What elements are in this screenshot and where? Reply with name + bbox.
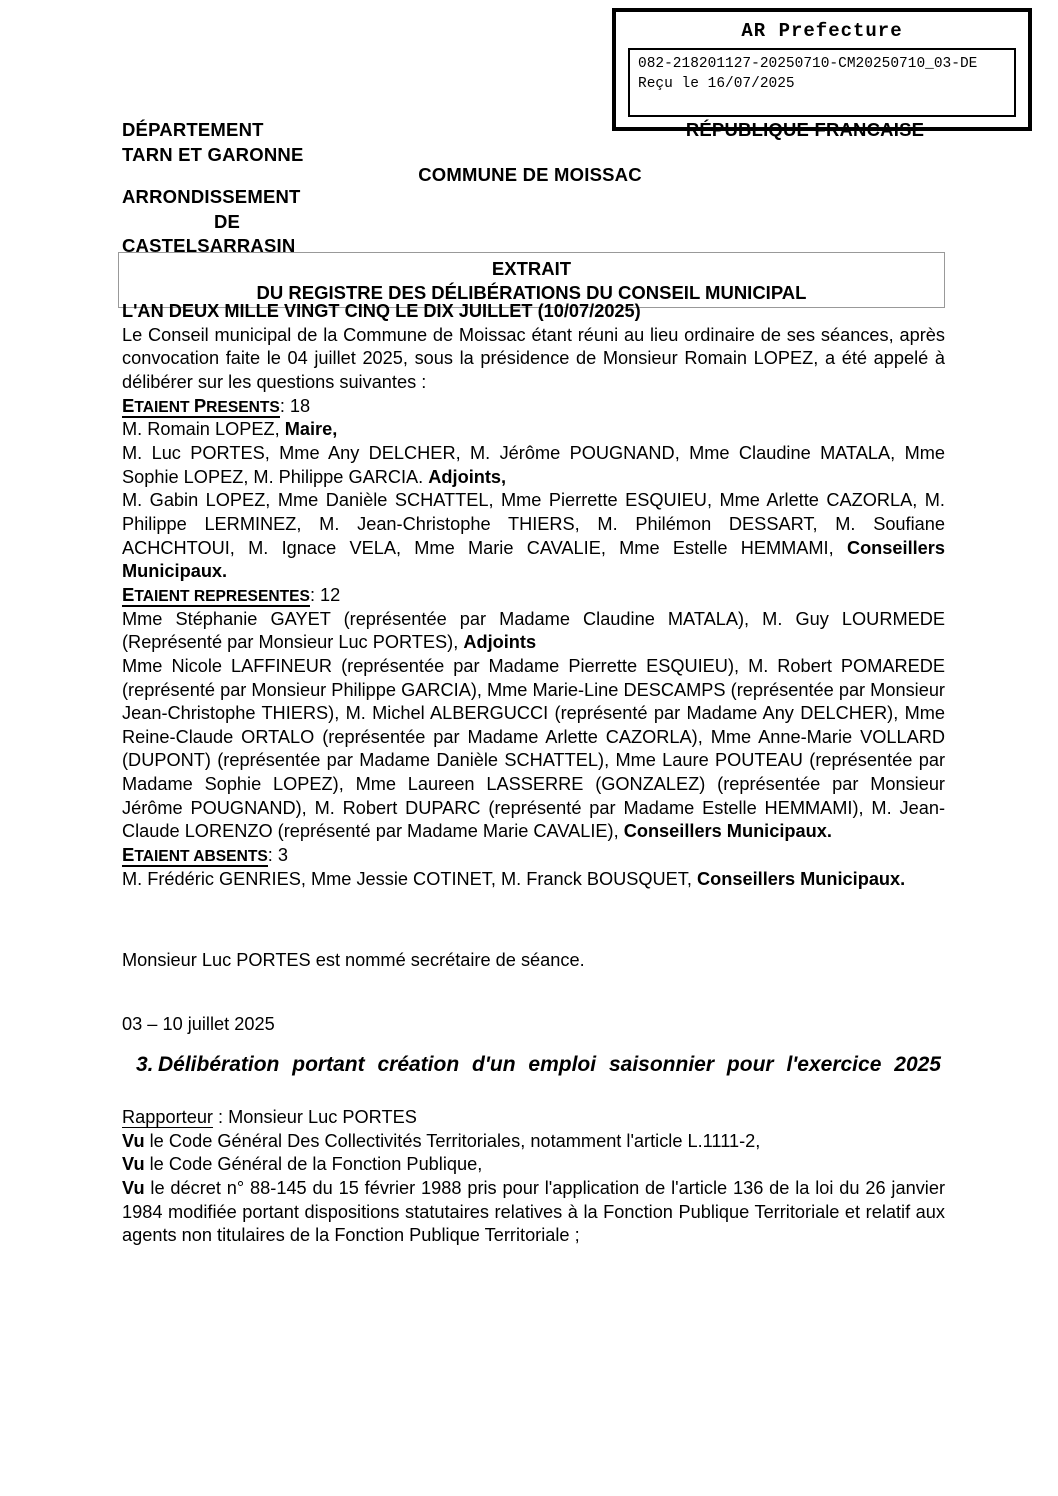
presents-conseillers-line [122,489,945,584]
presents-adjoints-line [122,442,945,489]
represented-conseillers-line [122,655,945,844]
rapporteur-label: Rapporteur [122,1107,213,1128]
presents-heading [122,396,280,418]
document-body [122,300,945,1248]
extrait-line-2: DU REGISTRE DES DÉLIBÉRATIONS DU CONSEIL MUNICIPAL [256,281,807,303]
represented-conseillers-label: Conseillers Municipaux. [623,821,832,842]
presents-heading-initial-2: P [193,394,207,416]
presents-adjoints-label: Adjoints, [428,466,507,487]
presents-heading-line [122,395,945,419]
vu-text-2: le Code Général de la Fonction Publique, [144,1154,483,1175]
secretary-line: Monsieur Luc PORTES est nommé secrétaire de séance. [122,950,585,971]
absents-count: : 3 [267,845,288,866]
deliberation-number: 3. [136,1052,154,1076]
absents-heading-line [122,844,945,868]
vu-clause-2 [122,1153,945,1177]
commune-title: COMMUNE DE MOISSAC [418,164,642,185]
rapporteur-line [122,1106,945,1130]
absents-label: Conseillers Municipaux. [697,868,906,889]
represented-heading-body: TAIENT REPRESENTES [134,587,310,605]
rapporteur-value: : Monsieur Luc PORTES [213,1107,417,1128]
stamp-title: AR Prefecture [741,20,903,42]
presents-heading-body-2: RESENTS [206,398,280,416]
presents-maire-label: Maire, [284,419,338,440]
absents-heading-body: TAIENT ABSENTS [134,848,268,866]
arrondissement-label: ARRONDISSEMENT [122,186,301,208]
stamp-details-box [628,48,1016,117]
presents-conseillers-label: Conseillers Municipaux. [122,537,945,582]
represented-heading-initial: E [122,583,135,605]
session-preamble: Le Conseil municipal de la Commune de Moissac étant réuni au lieu ordinaire de ses séances, après convocation faite le 04 juillet 2025, sous la présidence de Monsieur Romain LOPEZ, a été appelé à délibérer sur les questions suivantes : [122,324,945,392]
represented-heading [122,585,310,607]
represented-adjoints-line [122,608,945,655]
presents-adjoints-names: M. Luc PORTES, Mme Any DELCHER, M. Jérôme POUGNAND, Mme Claudine MATALA, Mme Sophie LOPEZ, M. Philippe GARCIA. [122,442,945,487]
represented-adjoints-label: Adjoints [463,632,537,653]
absents-heading-initial: E [122,844,135,866]
vu-text-3: le décret n° 88-145 du 15 février 1988 pris pour l'application de l'article 136 de la loi du 26 janvier 1984 modifiée portant dispositions statutaires relatives à la Fonction Publique Territoriale et relatif aux agents non titulaires de la Fonction Publique Territoriale ; [122,1178,945,1246]
deliberation-reference: 03 – 10 juillet 2025 [122,1014,275,1035]
represented-count: : 12 [309,584,341,605]
ar-prefecture-stamp [612,8,1032,131]
absents-heading [122,845,268,867]
presents-count: : 18 [279,395,311,416]
presents-maire-name: M. Romain LOPEZ, [122,419,285,440]
presents-heading-body-1: TAIENT [134,398,194,416]
deliberation-title: Délibération portant création d'un emploi saisonnier pour l'exercice 2025 [158,1052,941,1076]
presents-conseillers-names: M. Gabin LOPEZ, Mme Danièle SCHATTEL, Mme Pierrette ESQUIEU, Mme Arlette CAZORLA, M. Philippe LERMINEZ, M. Jean-Christophe THIERS, M. Philémon DESSART, M. Soufiane ACHCHTOUI, M. Ignace VELA, Mme Marie CAVALIE, Mme Estelle HEMMAMI, [122,490,945,558]
represented-adjoints-names: Mme Stéphanie GAYET (représentée par Madame Claudine MATALA), M. Guy LOURMEDE (Représenté par Monsieur Luc PORTES), [122,608,945,653]
extrait-line-1: EXTRAIT [491,258,572,279]
stamp-received-date: Reçu le 16/07/2025 [638,75,795,92]
presents-heading-initial: E [122,394,135,416]
body-spacer-1 [122,891,945,949]
arrondissement-de: DE [213,210,241,232]
header-gap [122,167,332,185]
absents-names: M. Frédéric GENRIES, Mme Jessie COTINET, M. Franck BOUSQUET, [122,868,698,889]
department-label: DÉPARTEMENT [122,119,264,140]
vu-clause-3 [122,1177,945,1248]
department-name: TARN ET GARONNE [122,143,304,165]
vu-prefix-3: Vu [122,1178,145,1199]
vu-clause-1 [122,1130,945,1154]
republic-title: RÉPUBLIQUE FRANCAISE [685,119,925,140]
header-left-block [122,118,332,259]
vu-prefix-1: Vu [122,1130,145,1151]
arrondissement-name: CASTELSARRASIN [122,235,296,257]
body-spacer-2 [122,973,945,1013]
deliberation-title-block [122,1051,945,1106]
represented-conseillers-names: Mme Nicole LAFFINEUR (représentée par Madame Pierrette ESQUIEU), M. Robert POMAREDE (représenté par Monsieur Philippe GARCIA), Mme Marie-Line DESCAMPS (représentée par Monsieur Jean-Christophe THIERS), M. Michel ALBERGUCCI (représenté par Madame Any DELCHER), Mme Reine-Claude ORTALO (représentée par Madame Arlette CAZORLA), Mme Anne-Marie VOLLARD (DUPONT) (représentée par Madame Danièle SCHATTEL), Mme Laure POUTEAU (représentée par Madame Sophie LOPEZ), Mme Laureen LASSERRE (GONZALEZ) (représentée par Monsieur Jérôme POUGNAND), M. Robert DUPARC (représenté par Madame Estelle HEMMAMI), M. Jean-Claude LORENZO (représenté par Madame Marie CAVALIE), [122,655,945,842]
vu-prefix-2: Vu [122,1154,145,1175]
vu-text-1: le Code Général Des Collectivités Territoriales, notamment l'article L.1111-2, [144,1130,761,1151]
represented-heading-line [122,584,945,608]
stamp-reference: 082-218201127-20250710-CM20250710_03-DE [638,56,978,72]
session-date-heading: L'AN DEUX MILLE VINGT CINQ LE DIX JUILLET (10/07/2025) [122,301,641,321]
absents-names-line [122,868,945,892]
presents-maire-line [122,418,945,442]
